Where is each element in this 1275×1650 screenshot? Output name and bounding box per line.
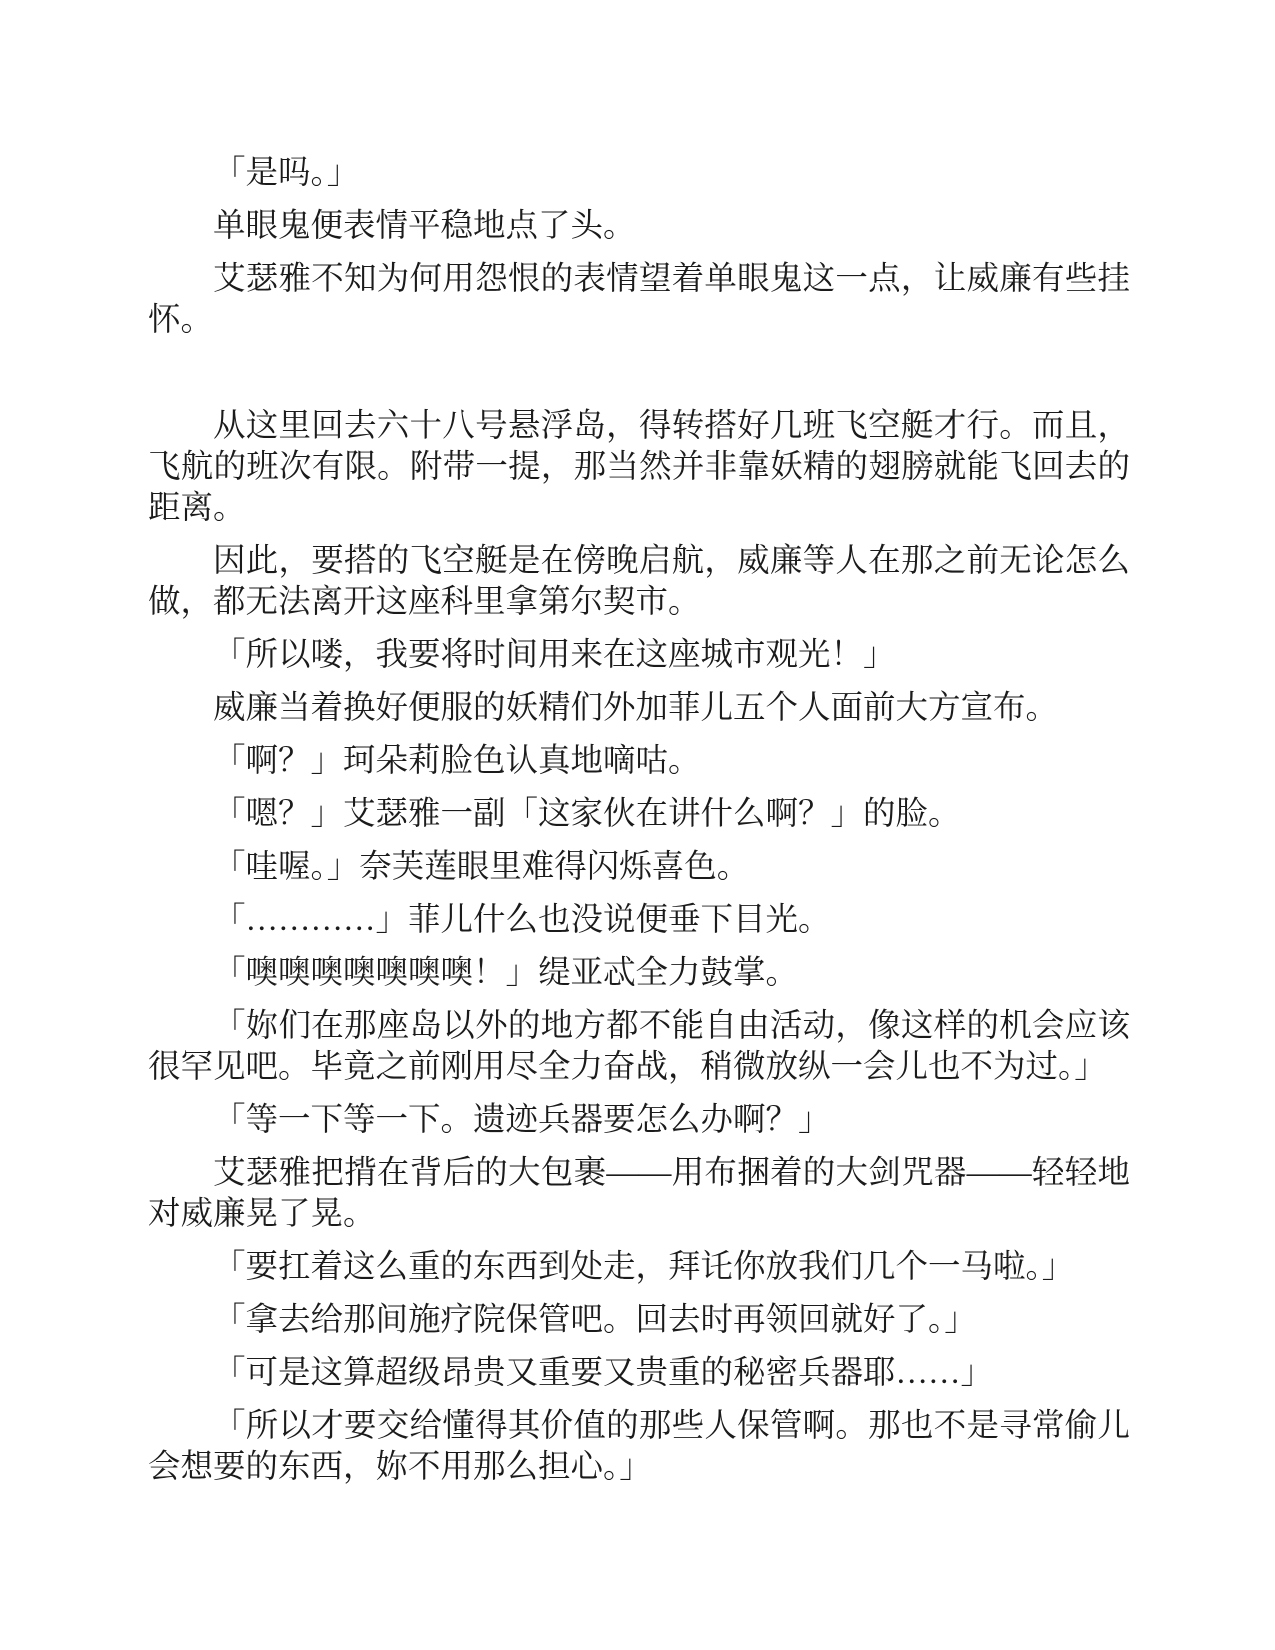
paragraph: 「是吗。」 [213,155,360,191]
paragraph: 「哇喔。」奈芙莲眼里难得闪烁喜色。 [213,849,750,885]
paragraph: 「…………」菲儿什么也没说便垂下目光。 [213,902,831,938]
paragraph: 「拿去给那间施疗院保管吧。回去时再领回就好了。」 [213,1302,977,1338]
paragraph: 「嗯？」艾瑟雅一副「这家伙在讲什么啊？」的脸。 [213,796,961,832]
paragraph: 威廉当着换好便服的妖精们外加菲儿五个人面前大方宣布。 [213,690,1059,726]
paragraph: 「啊？」珂朵莉脸色认真地嘀咕。 [213,743,701,779]
paragraph: 艾瑟雅把揹在背后的大包裹——用布捆着的大剑咒器——轻轻地对威廉晃了晃。 [148,1155,1130,1232]
page-text [148,153,1130,1500]
paragraph: 艾瑟雅不知为何用怨恨的表情望着单眼鬼这一点，让威廉有些挂怀。 [148,261,1130,338]
paragraph: 单眼鬼便表情平稳地点了头。 [213,208,636,244]
paragraph: 「要扛着这么重的东西到处走，拜讬你放我们几个一马啦。」 [213,1249,1075,1285]
paragraph: 从这里回去六十八号悬浮岛，得转搭好几班飞空艇才行。而且，飞航的班次有限。附带一提，那当然并非靠妖精的翅膀就能飞回去的距离。 [148,408,1130,526]
paragraph: 「噢噢噢噢噢噢噢！」缇亚忒全力鼓掌。 [213,955,799,991]
paragraph: 「妳们在那座岛以外的地方都不能自由活动，像这样的机会应该很罕见吧。毕竟之前刚用尽全力奋战，稍微放纵一会儿也不为过。」 [148,1008,1130,1085]
paragraph: 「所以才要交给懂得其价值的那些人保管啊。那也不是寻常偷儿会想要的东西，妳不用那么担心。」 [148,1408,1130,1485]
paragraph: 「可是这算超级昂贵又重要又贵重的秘密兵器耶……」 [213,1355,994,1391]
blank-line [148,353,1130,394]
paragraph: 「所以喽，我要将时间用来在这座城市观光！」 [213,637,896,673]
paragraph: 「等一下等一下。遗迹兵器要怎么办啊？」 [213,1102,831,1138]
paragraph: 因此，要搭的飞空艇是在傍晚启航，威廉等人在那之前无论怎么做，都无法离开这座科里拿第尔契市。 [148,543,1130,620]
